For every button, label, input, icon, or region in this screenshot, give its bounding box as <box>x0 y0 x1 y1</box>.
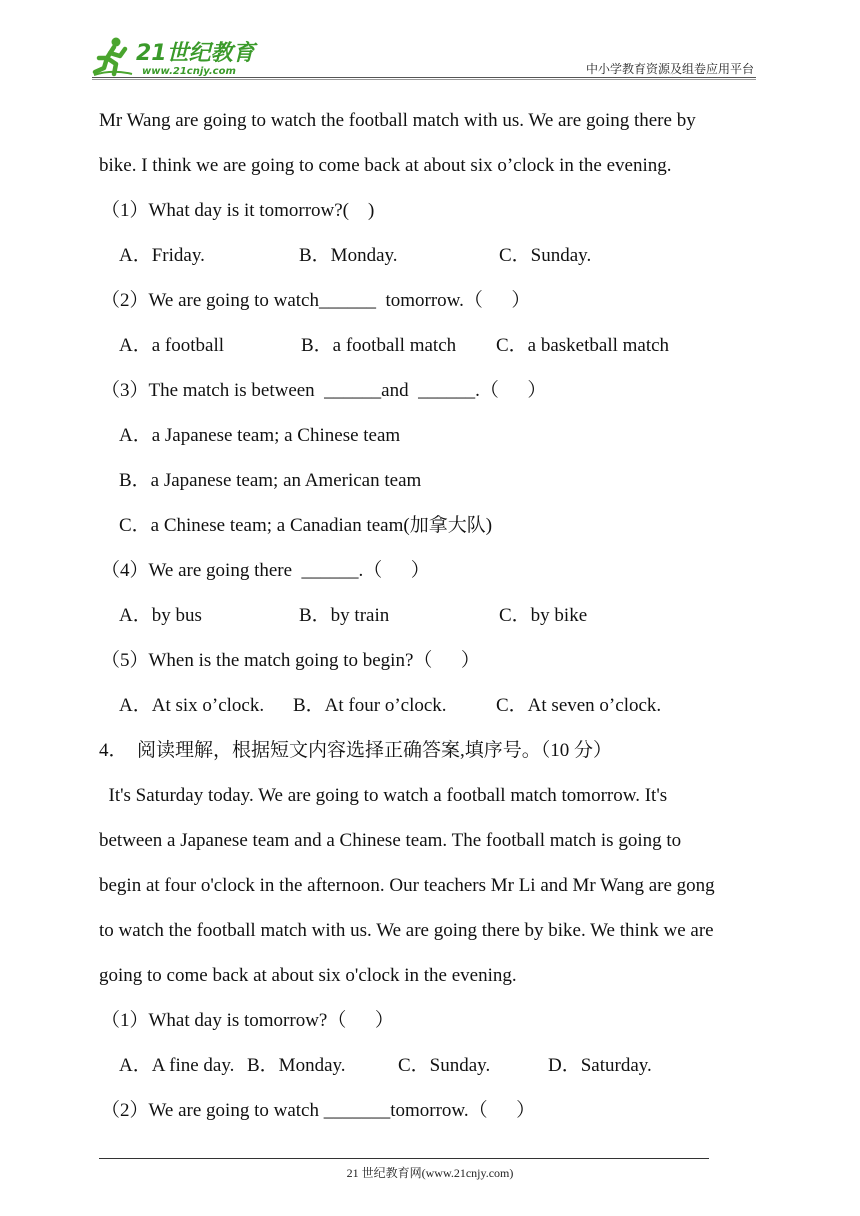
runner-icon <box>94 38 132 76</box>
passage-line: bike. I think we are going to come back at about six o’clock in the evening. <box>99 155 672 176</box>
option-c[interactable]: C．by bike <box>499 605 588 626</box>
question-1: （1）What day is tomorrow?（ ） <box>101 1010 394 1031</box>
section-4-heading: 4． 阅读理解，根据短文内容选择正确答案,填序号。（10 分） <box>99 740 613 761</box>
option-b[interactable]: B．a Japanese team; an American team <box>119 470 422 491</box>
question-4: （4）We are going there ______.（ ） <box>101 560 430 581</box>
option-c[interactable]: C．a Chinese team; a Canadian team(加拿大队) <box>119 515 493 536</box>
logo-wordmark: 21世纪教育 <box>136 41 255 66</box>
option-a[interactable]: A．a Japanese team; a Chinese team <box>119 425 401 446</box>
question-2: （2）We are going to watch _______tomorrow.（ ） <box>101 1100 536 1121</box>
options-q2 <box>99 323 769 368</box>
options-q1 <box>99 233 769 278</box>
option-b[interactable]: B．At four o’clock. <box>293 695 447 716</box>
question-2: （2）We are going to watch______ tomorrow.（ ） <box>101 290 531 311</box>
option-a[interactable]: A．a football <box>119 335 225 356</box>
page-header <box>92 30 756 78</box>
option-c[interactable]: C．At seven o’clock. <box>496 695 662 716</box>
option-d[interactable]: D．Saturday. <box>548 1055 652 1076</box>
option-b[interactable]: B．Monday. <box>299 245 398 266</box>
option-b[interactable]: B．a football match <box>301 335 457 356</box>
passage-line: begin at four o'clock in the afternoon. Our teachers Mr Li and Mr Wang are gong <box>99 875 715 896</box>
passage-line: Mr Wang are going to watch the football match with us. We are going there by <box>99 110 696 131</box>
option-a[interactable]: A．Friday. <box>119 245 205 266</box>
footer-divider <box>99 1158 709 1159</box>
passage-line: to watch the football match with us. We are going there by bike. We think we are <box>99 920 714 941</box>
header-divider-secondary <box>92 79 756 80</box>
options-q4 <box>99 593 769 638</box>
passage-line: It's Saturday today. We are going to watch a football match tomorrow. It's <box>99 785 668 806</box>
logo-url: www.21cnjy.com <box>142 66 236 77</box>
option-c[interactable]: C．a basketball match <box>496 335 670 356</box>
question-1: （1）What day is it tomorrow?( ) <box>101 200 375 221</box>
passage-line: going to come back at about six o'clock in the evening. <box>99 965 517 986</box>
worksheet-content <box>99 98 769 1133</box>
option-c[interactable]: C．Sunday. <box>398 1055 491 1076</box>
header-divider <box>92 77 756 78</box>
passage-line: between a Japanese team and a Chinese team. The football match is going to <box>99 830 682 851</box>
page-footer: 21 世纪教育网(www.21cnjy.com) <box>346 1166 514 1180</box>
option-a[interactable]: A．A fine day. <box>119 1055 235 1076</box>
site-logo <box>92 34 262 78</box>
question-5: （5）When is the match going to begin?（ ） <box>101 650 480 671</box>
question-3: （3）The match is between ______and ______.（ ） <box>101 380 547 401</box>
option-a[interactable]: A．by bus <box>119 605 202 626</box>
options-q5 <box>99 683 769 728</box>
option-c[interactable]: C．Sunday. <box>499 245 592 266</box>
options-s4-q1 <box>99 1043 769 1088</box>
option-a[interactable]: A．At six o’clock. <box>119 695 265 716</box>
header-tagline: 中小学教育资源及组卷应用平台 <box>585 62 754 76</box>
option-b[interactable]: B．Monday. <box>247 1055 346 1076</box>
option-b[interactable]: B．by train <box>299 605 390 626</box>
